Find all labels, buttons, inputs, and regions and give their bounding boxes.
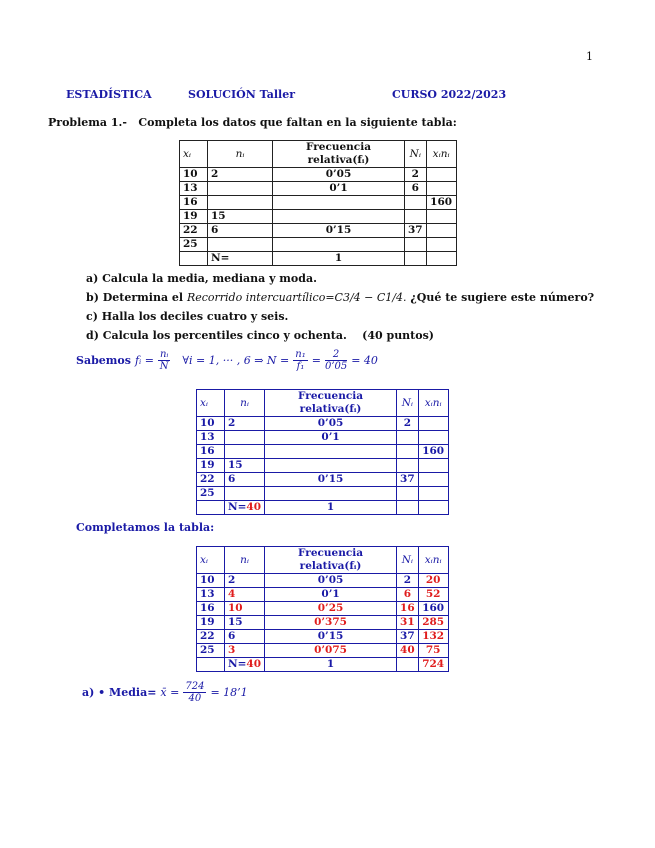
table-total-row: [197, 501, 449, 515]
table-cell: [208, 196, 273, 210]
table-cell: 285: [418, 616, 448, 630]
total-f: 1: [265, 658, 397, 672]
table-cell: 2: [397, 574, 419, 588]
data-table-step: [196, 389, 449, 515]
col-header-n: nᵢ: [208, 141, 273, 168]
table-cell: 6: [405, 182, 427, 196]
table-cell: 10: [225, 602, 265, 616]
table-cell: 2: [405, 168, 427, 182]
table-cell: [225, 431, 265, 445]
fraction-ni-N: $\frac{\text{nᵢ}}{N}$: [159, 349, 169, 372]
table-cell: 4: [225, 588, 265, 602]
table-cell: [426, 210, 456, 224]
table-cell: 160: [426, 196, 456, 210]
table-cell: 13: [197, 431, 225, 445]
question-c: c) Halla los deciles cuatro y seis.: [86, 310, 289, 323]
table-cell: [273, 210, 405, 224]
problem-statement: [48, 116, 457, 129]
table-cell: 6: [225, 473, 265, 487]
table-cell: [225, 445, 265, 459]
table-cell: 0’1: [265, 431, 397, 445]
table-cell: [418, 417, 448, 431]
table-cell: 6: [397, 588, 419, 602]
table-cell: [405, 238, 427, 252]
table-cell: 15: [225, 459, 265, 473]
table-cell: [418, 487, 448, 501]
page-number: 1: [586, 50, 593, 63]
fraction-2-005: $\frac{2}{0’05}$: [324, 349, 348, 372]
table-row: [180, 238, 457, 252]
table-cell: [426, 182, 456, 196]
table-cell: 37: [405, 224, 427, 238]
table-row: [197, 574, 449, 588]
table-cell: 6: [225, 630, 265, 644]
col-header-xn: xᵢnᵢ: [426, 141, 456, 168]
table-row: [197, 417, 449, 431]
table-cell: 19: [197, 616, 225, 630]
table-cell: 0’1: [273, 182, 405, 196]
table-cell: 160: [418, 445, 448, 459]
table-cell: [265, 487, 397, 501]
question-b: b) Determina el Recorrido intercuartílico=C3/4 − C1/4. ¿Qué te sugiere este número?: [86, 291, 595, 304]
table-cell: 6: [208, 224, 273, 238]
table-header-row: [180, 141, 457, 168]
table-cell: 22: [197, 473, 225, 487]
table-cell: 10: [197, 574, 225, 588]
table-cell: 19: [197, 459, 225, 473]
table-cell: 0’375: [265, 616, 397, 630]
table-cell: 37: [397, 630, 419, 644]
table-cell: 19: [180, 210, 208, 224]
table-row: [180, 224, 457, 238]
col-header-f: Frecuencia relativa(fᵢ): [273, 141, 405, 168]
table-header-row: xᵢ nᵢ Frecuencia relativa(fᵢ) Nᵢ xᵢnᵢ: [197, 547, 449, 574]
total-n: N=40: [225, 658, 265, 672]
table-row: [197, 644, 449, 658]
total-f: 1: [265, 501, 397, 515]
table-cell: [418, 473, 448, 487]
table-cell: 22: [197, 630, 225, 644]
question-d: d) Calcula los percentiles cinco y ochenta. (40 puntos): [86, 329, 434, 342]
header-subject: ESTADÍSTICA: [66, 88, 152, 101]
table-row: [180, 196, 457, 210]
table-cell: 75: [418, 644, 448, 658]
table-cell: 0’15: [273, 224, 405, 238]
table-cell: [418, 459, 448, 473]
table-cell: 0’05: [273, 168, 405, 182]
table-cell: 25: [197, 644, 225, 658]
media-line: a) • Media= x̄ = $\frac{724}{40}$ = 18’1: [82, 681, 248, 704]
table-cell: [418, 431, 448, 445]
table-row: [197, 602, 449, 616]
table-cell: [426, 168, 456, 182]
table-cell: 13: [197, 588, 225, 602]
table-cell: 16: [180, 196, 208, 210]
table-cell: 0’075: [265, 644, 397, 658]
table-cell: [273, 196, 405, 210]
problem-label: Problema 1.-: [48, 116, 127, 129]
table-cell: [397, 431, 419, 445]
table-cell: 132: [418, 630, 448, 644]
table-cell: [273, 238, 405, 252]
total-xn: 724: [418, 658, 448, 672]
table-row: [180, 182, 457, 196]
table-cell: 0’05: [265, 574, 397, 588]
table-cell: 31: [397, 616, 419, 630]
table-cell: 22: [180, 224, 208, 238]
header-course: CURSO 2022/2023: [392, 88, 507, 101]
table-total-row: [180, 252, 457, 266]
table-cell: 10: [197, 417, 225, 431]
total-n: N=: [208, 252, 273, 266]
table-cell: [426, 224, 456, 238]
table-row: [180, 168, 457, 182]
table-cell: 25: [197, 487, 225, 501]
table-cell: 2: [225, 574, 265, 588]
table-cell: 2: [225, 417, 265, 431]
table-cell: 16: [197, 445, 225, 459]
sabemos-line: Sabemos fᵢ = $\frac{\text{nᵢ}}{N}$ ∀i = 1, ··· , 6 ⇒ N = $\frac{\text{n₁}}{\text{f₁}}$ = $\frac{2}{0’05}$ = 40: [76, 349, 378, 372]
table-cell: 160: [418, 602, 448, 616]
table-cell: 16: [397, 602, 419, 616]
col-header-x: xᵢ: [180, 141, 208, 168]
header-title: SOLUCIÓN Taller: [188, 88, 296, 101]
table-cell: [208, 238, 273, 252]
table-cell: 0’1: [265, 588, 397, 602]
table-cell: 16: [197, 602, 225, 616]
table-header-row: xᵢ nᵢ Frecuencia relativa(fᵢ) Nᵢ xᵢnᵢ: [197, 390, 449, 417]
table-cell: [208, 182, 273, 196]
problem-text: Completa los datos que faltan en la siguiente tabla:: [138, 116, 457, 129]
col-header-N: Nᵢ: [405, 141, 427, 168]
table-cell: 0’05: [265, 417, 397, 431]
table-cell: 20: [418, 574, 448, 588]
table-cell: [405, 210, 427, 224]
table-row: [180, 210, 457, 224]
table-cell: [397, 487, 419, 501]
table-cell: 2: [397, 417, 419, 431]
table-row: [197, 487, 449, 501]
table-cell: 0’15: [265, 630, 397, 644]
table-cell: [265, 445, 397, 459]
table-cell: 25: [180, 238, 208, 252]
total-n: N=40: [225, 501, 265, 515]
table-cell: 10: [180, 168, 208, 182]
table-total-row: [197, 658, 449, 672]
table-cell: [265, 459, 397, 473]
table-cell: 52: [418, 588, 448, 602]
table-row: [197, 630, 449, 644]
table-cell: 37: [397, 473, 419, 487]
table-row: [197, 473, 449, 487]
completamos-label: Completamos la tabla:: [76, 521, 215, 534]
table-row: [197, 431, 449, 445]
table-cell: [405, 196, 427, 210]
fraction-724-40: $\frac{724}{40}$: [185, 681, 205, 704]
table-row: [197, 445, 449, 459]
table-cell: [426, 238, 456, 252]
data-table-original: [179, 140, 457, 266]
table-cell: 15: [208, 210, 273, 224]
table-cell: 13: [180, 182, 208, 196]
table-row: [197, 616, 449, 630]
question-a: a) Calcula la media, mediana y moda.: [86, 272, 317, 285]
total-f: 1: [273, 252, 405, 266]
table-row: [197, 459, 449, 473]
table-cell: 2: [208, 168, 273, 182]
table-cell: 40: [397, 644, 419, 658]
table-row: [197, 588, 449, 602]
table-cell: [397, 445, 419, 459]
table-cell: 3: [225, 644, 265, 658]
table-cell: [397, 459, 419, 473]
table-cell: 0’15: [265, 473, 397, 487]
fraction-n1-f1: $\frac{\text{n₁}}{\text{f₁}}$: [295, 349, 306, 372]
data-table-completed: [196, 546, 449, 672]
table-cell: 15: [225, 616, 265, 630]
table-cell: 0’25: [265, 602, 397, 616]
table-cell: [225, 487, 265, 501]
